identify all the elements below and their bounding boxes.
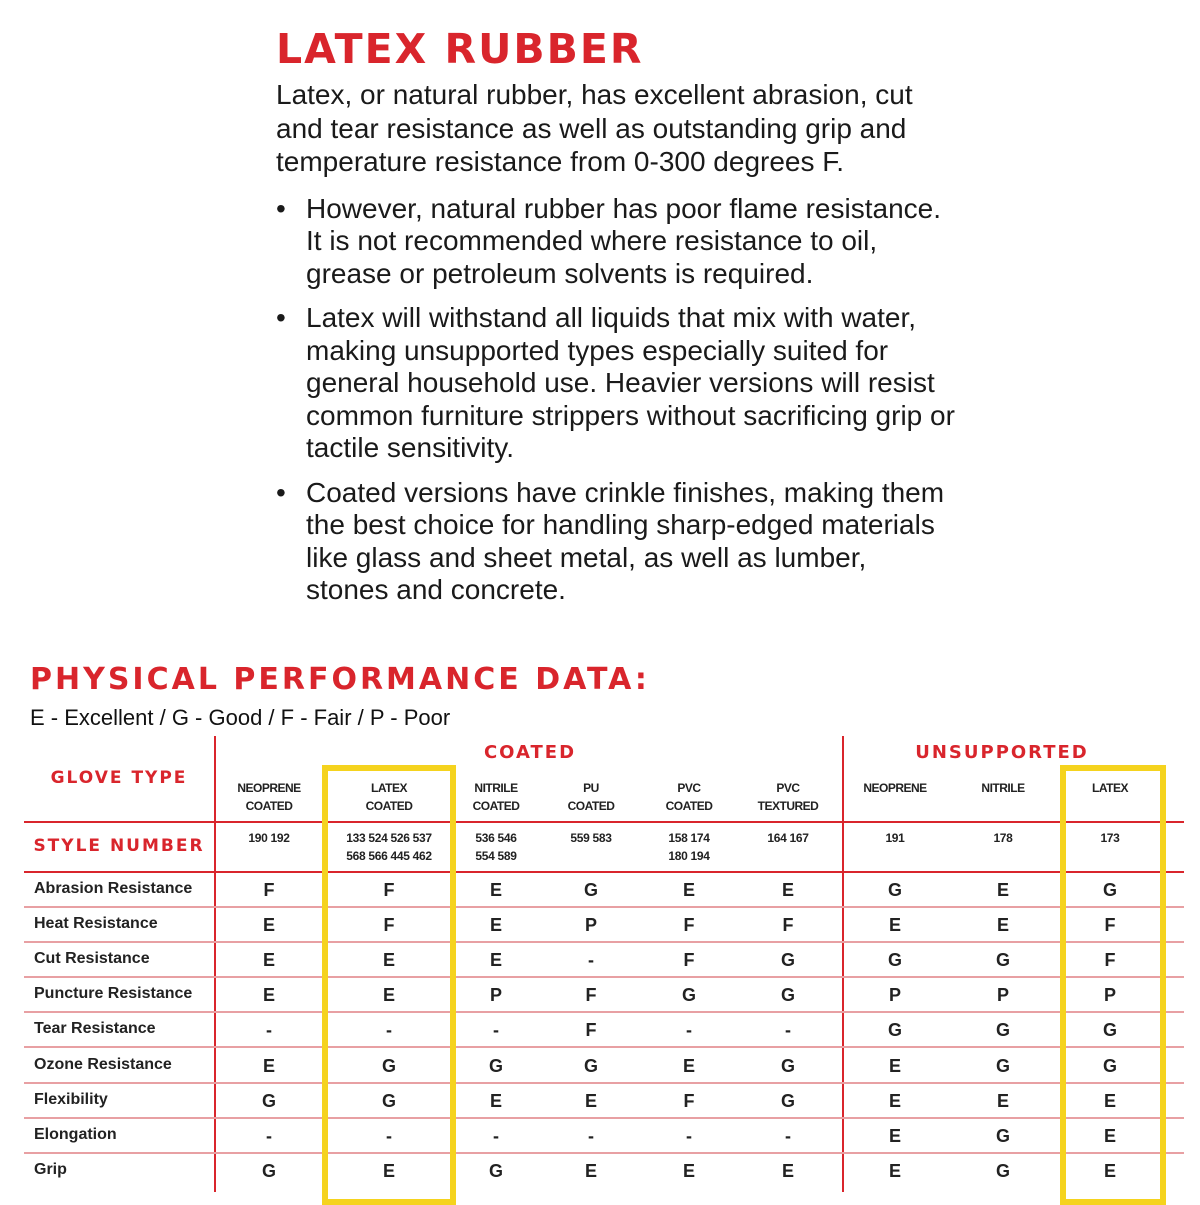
rating-cell: E <box>682 880 695 900</box>
rating-cell: F <box>683 1091 695 1111</box>
rating-cell: E <box>262 950 275 970</box>
rating-cell: G <box>887 1020 902 1040</box>
column-header: NITRILE <box>981 781 1025 795</box>
rating-cell: E <box>888 1161 901 1181</box>
rating-cell: G <box>1102 880 1117 900</box>
rating-cell: G <box>780 1056 795 1076</box>
rating-cell: G <box>995 1126 1010 1146</box>
column-header: NITRILE COATED <box>472 781 520 813</box>
rating-cell: F <box>1104 915 1116 935</box>
divider-horizontal <box>24 941 1184 943</box>
row-label: Elongation <box>34 1126 117 1143</box>
rating-cell: E <box>888 1126 901 1146</box>
rating-cell: G <box>381 1056 396 1076</box>
rating-cell: G <box>995 1020 1010 1040</box>
rating-cell: - <box>386 1126 392 1146</box>
rating-cell: G <box>488 1056 503 1076</box>
rating-cell: - <box>785 1126 791 1146</box>
style-number-label: STYLE NUMBER <box>33 836 205 856</box>
style-number: 164 167 <box>767 831 809 845</box>
rating-cell: E <box>382 985 395 1005</box>
rating-cell: - <box>686 1126 692 1146</box>
glove-type-label: GLOVE TYPE <box>50 768 188 788</box>
rating-cell: E <box>682 1056 695 1076</box>
rating-cell: G <box>995 950 1010 970</box>
rating-cell: G <box>261 1091 276 1111</box>
column-header: LATEX <box>1092 781 1128 795</box>
rating-cell: E <box>584 1161 597 1181</box>
rating-cell: F <box>1104 950 1116 970</box>
rating-cell: - <box>785 1020 791 1040</box>
style-number: 158 174 180 194 <box>668 831 710 863</box>
divider-horizontal <box>24 1117 1184 1119</box>
rating-cell: E <box>1103 1091 1116 1111</box>
rating-cell: E <box>888 915 901 935</box>
bullet-text: However, natural rubber has poor flame resistance. It is not recommended where resistance to oil, grease or petroleum solvents is required. <box>306 192 941 289</box>
rating-cell: - <box>266 1020 272 1040</box>
rating-cell: - <box>588 950 594 970</box>
rating-cell: F <box>683 915 695 935</box>
rating-cell: E <box>262 985 275 1005</box>
rating-cell: P <box>996 985 1009 1005</box>
rating-cell: G <box>261 1161 276 1181</box>
row-label: Cut Resistance <box>34 950 150 967</box>
rating-cell: G <box>681 985 696 1005</box>
rating-cell: F <box>383 915 395 935</box>
divider-horizontal <box>24 1011 1184 1013</box>
rating-cell: G <box>887 950 902 970</box>
rating-cell: G <box>887 880 902 900</box>
intro-paragraph: Latex, or natural rubber, has excellent abrasion, cut and tear resistance as well as outstanding grip and temperature resistance from 0-300 degrees F. <box>276 79 913 177</box>
column-header: PU COATED <box>567 781 615 813</box>
divider-horizontal <box>24 906 1184 908</box>
rating-cell: E <box>489 915 502 935</box>
divider-horizontal <box>24 976 1184 978</box>
row-label: Puncture Resistance <box>34 985 193 1002</box>
rating-cell: E <box>1103 1126 1116 1146</box>
row-label: Tear Resistance <box>34 1020 156 1037</box>
divider-vertical <box>842 736 844 1192</box>
rating-cell: G <box>1102 1020 1117 1040</box>
rating-cell: G <box>583 880 598 900</box>
row-label: Grip <box>34 1161 67 1178</box>
rating-cell: F <box>782 915 794 935</box>
style-number: 536 546 554 589 <box>475 831 517 863</box>
rating-cell: E <box>682 1161 695 1181</box>
column-header: LATEX COATED <box>365 781 413 813</box>
divider-horizontal <box>24 1152 1184 1154</box>
rating-legend: E - Excellent / G - Good / F - Fair / P - Poor <box>30 705 451 730</box>
group-label-coated: COATED <box>483 742 577 763</box>
rating-cell: F <box>585 985 597 1005</box>
rating-cell: E <box>382 950 395 970</box>
rating-cell: - <box>493 1020 499 1040</box>
bullet-text: Latex will withstand all liquids that mix with water, making unsupported types especially suited for general household use. Heavier versions will resist common furniture strippers without sacrificing grip or tactile sensitivity. <box>306 302 955 463</box>
rating-cell: G <box>1102 1056 1117 1076</box>
latex-unsupported-highlight <box>1060 765 1166 1205</box>
rating-cell: G <box>381 1091 396 1111</box>
rating-cell: P <box>489 985 502 1005</box>
rating-cell: G <box>995 1056 1010 1076</box>
rating-cell: - <box>686 1020 692 1040</box>
rating-cell: G <box>488 1161 503 1181</box>
rating-cell: F <box>383 880 395 900</box>
rating-cell: E <box>489 880 502 900</box>
rating-cell: P <box>1103 985 1116 1005</box>
rating-cell: P <box>888 985 901 1005</box>
rating-cell: P <box>584 915 597 935</box>
style-number: 178 <box>993 831 1013 845</box>
rating-cell: E <box>1103 1161 1116 1181</box>
bullet-dot-icon: • <box>276 302 286 333</box>
bullet-text: Coated versions have crinkle finishes, making them the best choice for handling sharp-edged materials like glass and sheet metal, as well as lumber, stones and concrete. <box>306 476 945 605</box>
row-label: Heat Resistance <box>34 915 158 932</box>
group-label-unsupported: UNSUPPORTED <box>915 742 1089 763</box>
style-number: 559 583 <box>570 831 612 845</box>
column-header: NEOPRENE <box>863 781 927 795</box>
rating-cell: E <box>584 1091 597 1111</box>
rating-cell: E <box>489 950 502 970</box>
rating-cell: E <box>382 1161 395 1181</box>
rating-cell: E <box>262 1056 275 1076</box>
divider-vertical <box>214 736 216 1192</box>
bullet-dot-icon: • <box>276 192 286 224</box>
column-header: NEOPRENE COATED <box>237 781 301 813</box>
rating-cell: - <box>266 1126 272 1146</box>
row-label: Flexibility <box>34 1091 108 1108</box>
rating-cell: G <box>995 1161 1010 1181</box>
rating-cell: E <box>888 1056 901 1076</box>
style-number: 133 524 526 537 568 566 445 462 <box>346 831 432 863</box>
rating-cell: F <box>263 880 275 900</box>
latex-coated-highlight <box>322 765 456 1205</box>
rating-cell: E <box>888 1091 901 1111</box>
row-label: Ozone Resistance <box>34 1056 172 1073</box>
divider-horizontal <box>24 1046 1184 1048</box>
rating-cell: G <box>583 1056 598 1076</box>
rating-cell: F <box>585 1020 597 1040</box>
divider-horizontal <box>24 1082 1184 1084</box>
column-header: PVC COATED <box>665 781 713 813</box>
rating-cell: E <box>996 880 1009 900</box>
rating-cell: F <box>683 950 695 970</box>
column-header: PVC TEXTURED <box>757 781 819 813</box>
rating-cell: E <box>996 1091 1009 1111</box>
rating-cell: E <box>489 1091 502 1111</box>
rating-cell: - <box>493 1126 499 1146</box>
style-number: 191 <box>885 831 905 845</box>
rating-cell: G <box>780 950 795 970</box>
performance-title: PHYSICAL PERFORMANCE DATA: <box>30 662 650 697</box>
rating-cell: E <box>996 915 1009 935</box>
rating-cell: E <box>262 915 275 935</box>
rating-cell: E <box>781 880 794 900</box>
rating-cell: - <box>588 1126 594 1146</box>
bullet-dot-icon: • <box>276 476 286 508</box>
rating-cell: E <box>781 1161 794 1181</box>
latex-rubber-title: LATEX RUBBER <box>276 25 644 73</box>
rating-cell: - <box>386 1020 392 1040</box>
rating-cell: G <box>780 1091 795 1111</box>
style-number: 190 192 <box>248 831 290 845</box>
rating-cell: G <box>780 985 795 1005</box>
divider-horizontal <box>24 821 1184 823</box>
style-number: 173 <box>1100 831 1120 845</box>
row-label: Abrasion Resistance <box>34 880 193 897</box>
divider-horizontal <box>24 871 1184 873</box>
